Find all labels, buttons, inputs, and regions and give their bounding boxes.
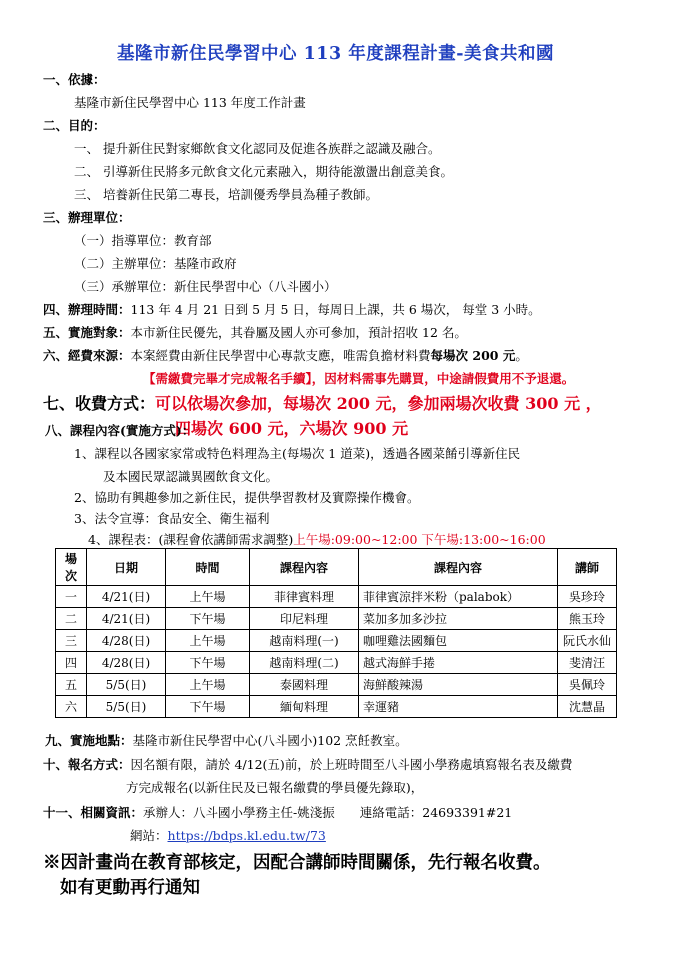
section-10 (43, 755, 572, 773)
section-8-item1: 1、課程以各國家家常或特色料理為主(每場次 1 道菜)，透過各國菜餚引導新住民 (74, 446, 521, 461)
section-1-body: 基隆市新住民學習中心 113 年度工作計畫 (74, 95, 306, 110)
section-9 (45, 731, 408, 749)
table-cell: 六 (56, 696, 87, 718)
table-cell: 下午場 (166, 652, 250, 674)
table-row (56, 630, 617, 652)
table-cell: 越式海鮮手捲 (359, 652, 558, 674)
section-3-item: （一）指導單位：教育部 (74, 233, 212, 248)
section-8-heading: 八、課程內容(實施方式)： (45, 423, 195, 438)
table-cell: 4/28(日) (87, 652, 166, 674)
table-cell: 印尼料理 (250, 608, 359, 630)
table-cell: 4/21(日) (87, 586, 166, 608)
section-2-item: 一、 提升新住民對家鄉飲食文化認同及促進各族群之認識及融合。 (74, 141, 441, 156)
session-times: 上午場:09:00~12:00 下午場:13:00~16:00 (293, 532, 546, 547)
page-title: 基隆市新住民學習中心 113 年度課程計畫-美食共和國 (117, 44, 554, 64)
section-7-line1: 可以依場次參加，每場次 200 元，參加兩場次收費 300 元 ， (155, 394, 602, 413)
table-cell: 海鮮酸辣湯 (359, 674, 558, 696)
section-11-body: 承辦人：八斗國小學務主任-姚淺振 連絡電話：24693391#21 (143, 805, 513, 820)
table-cell: 5/5(日) (87, 674, 166, 696)
schedule-table (55, 548, 617, 718)
section-8-item1-cont: 及本國民眾認識異國飲食文化。 (103, 469, 279, 484)
section-6-body: 本案經費由新住民學習中心專款支應，唯需負擔材料費 (130, 348, 431, 363)
section-3-item: （三）承辦單位：新住民學習中心（八斗國小） (74, 279, 337, 294)
section-10-line1: 因名額有限，請於 4/12(五)前，於上班時間至八斗國小學務處填寫報名表及繳費 (130, 757, 573, 772)
table-cell: 下午場 (166, 696, 250, 718)
col-header: 課程內容 (250, 549, 359, 586)
table-cell: 上午場 (166, 586, 250, 608)
section-7-line2: 四場次 600 元，六場次 900 元 (175, 419, 409, 438)
section-4-heading: 四、辦理時間： (43, 302, 131, 317)
section-10-heading: 十、報名方式： (43, 757, 131, 772)
website-link[interactable]: https://bdps.kl.edu.tw/73 (167, 828, 326, 843)
section-4 (43, 300, 541, 318)
table-cell: 五 (56, 674, 87, 696)
section-4-body: 113 年 4 月 21 日到 5 月 5 日，每周日上課，共 6 場次， 每堂 3 小時。 (130, 302, 541, 317)
table-cell: 吳佩玲 (558, 674, 617, 696)
table-cell: 四 (56, 652, 87, 674)
table-cell: 二 (56, 608, 87, 630)
table-cell: 三 (56, 630, 87, 652)
footer-note-1: ※因計畫尚在教育部核定，因配合講師時間關係，先行報名收費。 (43, 853, 551, 873)
section-8-item3: 3、法令宣導：食品安全、衛生福利 (74, 511, 270, 526)
table-cell: 菜加多加多沙拉 (359, 608, 558, 630)
table-row (56, 674, 617, 696)
table-cell: 菲律賓涼拌米粉（palabok） (359, 586, 558, 608)
section-5-heading: 五、實施對象： (43, 325, 131, 340)
section-11 (43, 803, 512, 821)
table-row (56, 652, 617, 674)
table-cell: 幸運豬 (359, 696, 558, 718)
table-cell: 吳珍玲 (558, 586, 617, 608)
section-6 (43, 346, 528, 364)
section-9-body: 基隆市新住民學習中心(八斗國小)102 烹飪教室。 (132, 733, 408, 748)
payment-notice: 【需繳費完畢才完成報名手續】，因材料需事先購買，中途請假費用不予退還。 (143, 371, 575, 386)
section-11-heading: 十一、相關資訊： (43, 805, 144, 820)
table-cell: 咖哩雞法國麵包 (359, 630, 558, 652)
website-line (130, 826, 326, 844)
table-row (56, 696, 617, 718)
table-cell: 泰國料理 (250, 674, 359, 696)
table-cell: 5/5(日) (87, 696, 166, 718)
section-3-item: （二）主辦單位：基隆市政府 (74, 256, 237, 271)
table-cell: 4/28(日) (87, 630, 166, 652)
table-cell: 上午場 (166, 674, 250, 696)
section-2-item: 三、 培養新住民第二專長，培訓優秀學員為種子教師。 (74, 187, 378, 202)
section-6-heading: 六、經費來源： (43, 348, 131, 363)
schedule-caption (88, 530, 546, 548)
table-cell: 越南料理(二) (250, 652, 359, 674)
section-7-heading: 七、收費方式： (43, 394, 156, 413)
section-10-line2: 方完成報名(以新住民及已報名繳費的學員優先錄取)， (126, 780, 424, 795)
table-cell: 緬甸料理 (250, 696, 359, 718)
col-header: 講師 (558, 549, 617, 586)
table-cell: 一 (56, 586, 87, 608)
website-label: 網站： (130, 828, 168, 843)
col-header: 時間 (166, 549, 250, 586)
col-header: 課程內容 (359, 549, 558, 586)
table-cell: 越南料理(一) (250, 630, 359, 652)
section-6-fee: 每場次 200 元 (430, 348, 516, 363)
section-8-item4: 4、課程表：(課程會依講師需求調整) (88, 532, 294, 547)
table-row (56, 608, 617, 630)
section-3-heading: 三、辦理單位： (43, 210, 131, 225)
section-1-heading: 一、依據： (43, 72, 106, 87)
table-cell: 斐清汪 (558, 652, 617, 674)
table-cell: 下午場 (166, 608, 250, 630)
table-cell: 熊玉玲 (558, 608, 617, 630)
table-cell: 4/21(日) (87, 608, 166, 630)
table-row (56, 586, 617, 608)
table-cell: 阮氏水仙 (558, 630, 617, 652)
section-2-item: 二、 引導新住民將多元飲食文化元素融入，期待能激盪出創意美食。 (74, 164, 453, 179)
section-9-heading: 九、實施地點： (45, 733, 133, 748)
footer-note-2: 如有更動再行通知 (60, 878, 200, 898)
table-cell: 沈慧晶 (558, 696, 617, 718)
col-header: 場次 (56, 549, 87, 586)
section-5 (43, 323, 467, 341)
section-5-body: 本市新住民優先，其眷屬及國人亦可參加，預計招收 12 名。 (130, 325, 467, 340)
table-cell: 上午場 (166, 630, 250, 652)
section-2-heading: 二、目的： (43, 118, 106, 133)
section-8-item2: 2、協助有興趣參加之新住民，提供學習教材及實際操作機會。 (74, 490, 420, 505)
section-7 (43, 391, 602, 414)
table-header-row (56, 549, 617, 586)
col-header: 日期 (87, 549, 166, 586)
section-6-body-end: 。 (515, 348, 528, 363)
table-cell: 菲律賓料理 (250, 586, 359, 608)
